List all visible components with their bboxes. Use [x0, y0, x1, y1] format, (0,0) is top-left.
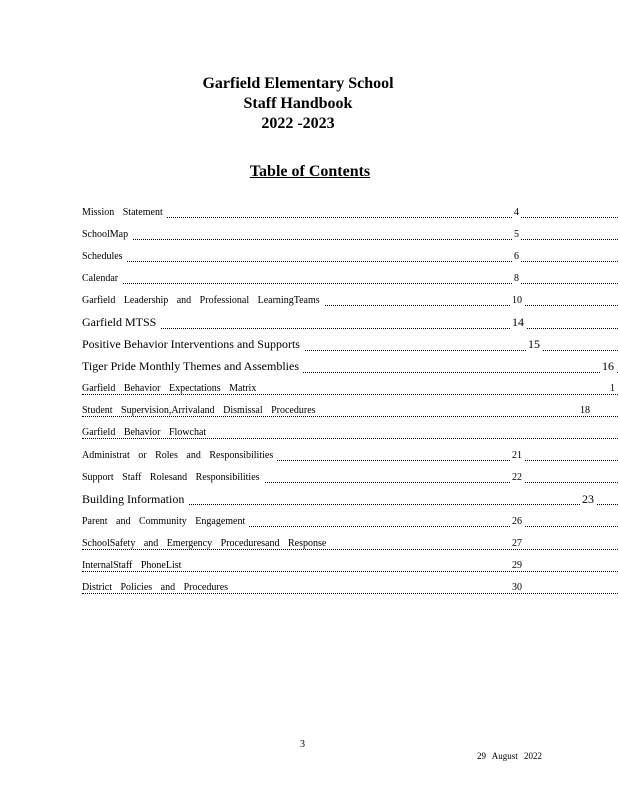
footer-date: 29 August 2022: [477, 751, 543, 761]
toc-entry[interactable]: [82, 378, 618, 400]
toc-entry[interactable]: [82, 311, 618, 333]
title-block: [150, 74, 446, 134]
toc-entry-label: Garfield MTSS: [82, 315, 160, 330]
dot-leader: [82, 283, 618, 284]
toc-entry-label: Mission Statement: [82, 207, 167, 218]
toc-entry-page: 10: [512, 294, 522, 306]
toc-entry[interactable]: [82, 555, 618, 577]
toc-entry-label: District Policies and Procedures: [82, 582, 232, 593]
toc-entry[interactable]: [82, 334, 618, 356]
toc-entry-label: Building Information: [82, 492, 188, 507]
toc-entry[interactable]: [82, 577, 618, 599]
toc-entry-label: Garfield Leadership and Professional LearningTeams: [82, 295, 324, 306]
toc-entry-page: 23: [582, 491, 594, 506]
toc-entry-label: Garfield Behavior Flowchat: [82, 427, 210, 438]
toc-entry-page: 1: [610, 383, 615, 395]
toc-entry-label: InternalStaff PhoneList: [82, 560, 185, 571]
toc-entry-page: 16: [602, 359, 614, 374]
toc-entry[interactable]: [82, 201, 618, 223]
toc-entry-label: Positive Behavior Interventions and Supports: [82, 337, 304, 352]
page-number: 3: [300, 739, 305, 750]
toc-entry[interactable]: [82, 245, 618, 267]
toc-entry-label: Garfield Behavior Expectations Matrix: [82, 383, 260, 394]
toc-entry-label: Calendar: [82, 273, 122, 284]
toc-entry-page: 14: [512, 315, 524, 330]
toc-entry-page: 4: [514, 206, 519, 218]
toc-entry-page: 6: [514, 250, 519, 262]
toc-entry[interactable]: [82, 510, 618, 532]
toc-entry[interactable]: [82, 466, 618, 488]
toc-entry-page: 18: [580, 405, 590, 417]
school-name: Garfield Elementary School: [202, 75, 394, 92]
dot-leader: [82, 261, 618, 262]
toc-entry[interactable]: [82, 356, 618, 378]
toc-heading: Table of Contents: [249, 163, 371, 180]
toc-entry[interactable]: [82, 267, 618, 289]
toc-entry[interactable]: [82, 488, 618, 510]
toc-entry-label: SchoolSafety and Emergency Proceduresand Response: [82, 538, 330, 549]
dot-leader: [82, 239, 618, 240]
toc-entry-label: SchoolMap: [82, 229, 132, 240]
document-title: Staff Handbook: [243, 95, 353, 112]
toc-entry-page: 29: [512, 560, 522, 572]
toc-entry[interactable]: [82, 422, 618, 444]
toc-entry-page: 8: [514, 272, 519, 284]
toc-entry-label: Schedules: [82, 251, 127, 262]
toc-entry[interactable]: [82, 400, 618, 422]
toc-entry-label: Support Staff Rolesand Responsibilities: [82, 472, 264, 483]
toc-entry[interactable]: [82, 289, 618, 311]
table-of-contents: [82, 201, 618, 599]
toc-entry-label: Administrat or Roles and Responsibilities: [82, 450, 277, 461]
toc-entry[interactable]: [82, 532, 618, 554]
toc-entry-label: Parent and Community Engagement: [82, 516, 249, 527]
toc-entry-page: 21: [512, 449, 522, 461]
toc-entry-page: 5: [514, 228, 519, 240]
toc-entry[interactable]: [82, 444, 618, 466]
toc-entry[interactable]: [82, 223, 618, 245]
toc-entry-label: Student Supervision,Arrivaland Dismissal Procedures: [82, 405, 320, 416]
toc-entry-page: 26: [512, 515, 522, 527]
dot-leader: [82, 328, 618, 329]
toc-entry-page: 27: [512, 537, 522, 549]
toc-entry-page: 22: [512, 471, 522, 483]
toc-entry-page: 15: [528, 337, 540, 352]
toc-entry-page: 30: [512, 582, 522, 594]
toc-entry-label: Tiger Pride Monthly Themes and Assemblies: [82, 359, 303, 374]
school-year: 2022 -2023: [261, 115, 335, 132]
